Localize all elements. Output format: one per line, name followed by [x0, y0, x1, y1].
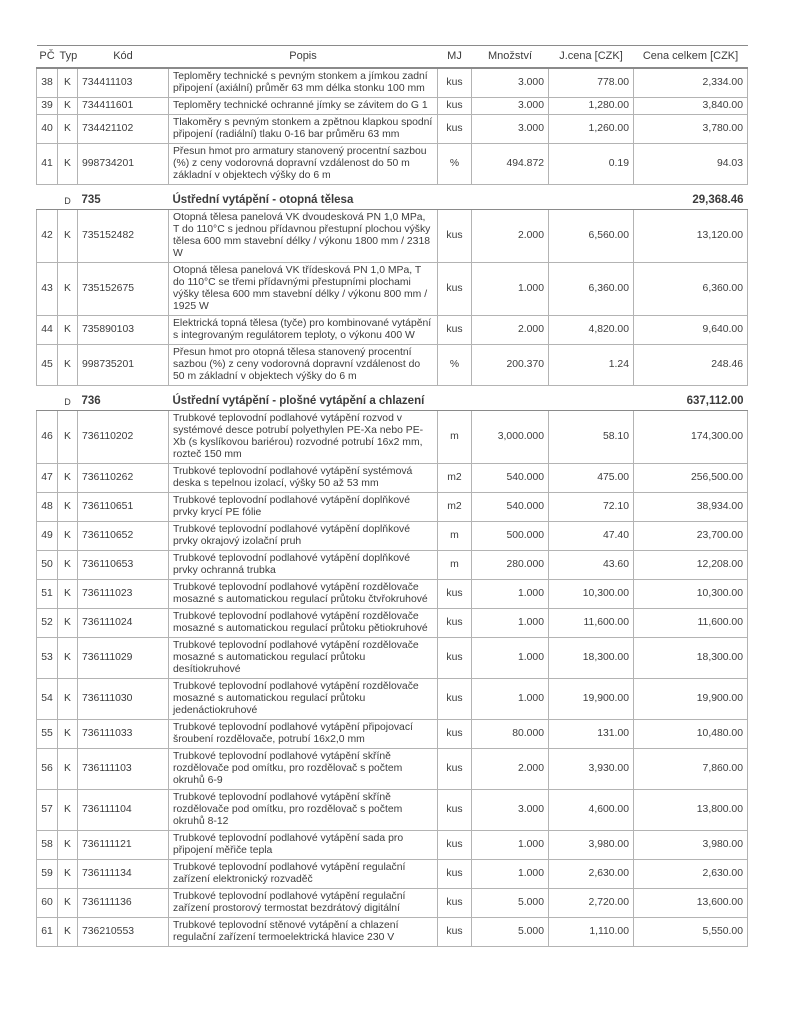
cell-typ: K — [58, 263, 78, 316]
cell-pc: 39 — [37, 98, 58, 115]
section-subtotal-row — [37, 386, 748, 411]
section-cell-blank — [37, 185, 58, 210]
cell-mnozstvi: 2.000 — [472, 210, 549, 263]
cell-celkem: 12,208.00 — [634, 551, 748, 580]
cell-mnozstvi: 280.000 — [472, 551, 549, 580]
cell-mnozstvi: 1.000 — [472, 638, 549, 679]
cell-mj: kus — [438, 679, 472, 720]
cell-mnozstvi: 2.000 — [472, 749, 549, 790]
cell-kod: 736111121 — [78, 831, 169, 860]
cell-mj: kus — [438, 210, 472, 263]
cell-celkem: 248.46 — [634, 345, 748, 386]
cell-mnozstvi: 494.872 — [472, 144, 549, 185]
cell-jcena: 72.10 — [549, 493, 634, 522]
cell-mnozstvi: 2.000 — [472, 316, 549, 345]
cell-kod: 736111030 — [78, 679, 169, 720]
item-row — [37, 580, 748, 609]
cell-jcena: 43.60 — [549, 551, 634, 580]
cell-jcena: 0.19 — [549, 144, 634, 185]
cell-celkem: 7,860.00 — [634, 749, 748, 790]
cell-mnozstvi: 1.000 — [472, 609, 549, 638]
cell-kod: 736110202 — [78, 411, 169, 464]
cell-kod: 736111023 — [78, 580, 169, 609]
item-row — [37, 638, 748, 679]
item-row — [37, 522, 748, 551]
cell-jcena: 19,900.00 — [549, 679, 634, 720]
cell-typ: K — [58, 345, 78, 386]
cell-jcena: 47.40 — [549, 522, 634, 551]
cell-kod: 736110652 — [78, 522, 169, 551]
item-row — [37, 609, 748, 638]
cell-mj: kus — [438, 98, 472, 115]
cell-pc: 47 — [37, 464, 58, 493]
cell-pc: 46 — [37, 411, 58, 464]
cell-kod: 736110651 — [78, 493, 169, 522]
item-row — [37, 411, 748, 464]
cell-jcena: 1,260.00 — [549, 115, 634, 144]
cell-mj: kus — [438, 316, 472, 345]
cell-mj: kus — [438, 790, 472, 831]
cell-typ: K — [58, 720, 78, 749]
item-row — [37, 464, 748, 493]
cell-celkem: 3,980.00 — [634, 831, 748, 860]
cell-popis: Trubkové teplovodní podlahové vytápění doplňkové prvky ochranná trubka — [169, 551, 438, 580]
cell-typ: K — [58, 918, 78, 947]
cell-popis: Přesun hmot pro otopná tělesa stanovený procentní sazbou (%) z ceny vodorovná dopravní vzdálenost do 50 m základní v objektech výšky do 6 m — [169, 345, 438, 386]
cell-typ: K — [58, 210, 78, 263]
section-title: Ústřední vytápění - otopná tělesa — [169, 185, 634, 210]
cell-jcena: 1,280.00 — [549, 98, 634, 115]
cell-jcena: 2,630.00 — [549, 860, 634, 889]
cell-typ: K — [58, 860, 78, 889]
cell-jcena: 3,930.00 — [549, 749, 634, 790]
cell-celkem: 38,934.00 — [634, 493, 748, 522]
cell-celkem: 3,840.00 — [634, 98, 748, 115]
cell-kod: 734411601 — [78, 98, 169, 115]
cell-typ: K — [58, 889, 78, 918]
cell-jcena: 4,600.00 — [549, 790, 634, 831]
col-header-popis: Popis — [169, 46, 438, 69]
cell-typ: K — [58, 790, 78, 831]
item-row — [37, 210, 748, 263]
cell-popis: Tlakoměry s pevným stonkem a zpětnou klapkou spodní připojení (radiální) tlaku 0-16 bar průměru 63 mm — [169, 115, 438, 144]
cell-pc: 59 — [37, 860, 58, 889]
table-body — [37, 68, 748, 947]
cell-celkem: 6,360.00 — [634, 263, 748, 316]
cell-jcena: 6,560.00 — [549, 210, 634, 263]
cell-mj: m2 — [438, 493, 472, 522]
cell-typ: K — [58, 831, 78, 860]
cell-mj: kus — [438, 918, 472, 947]
cell-pc: 53 — [37, 638, 58, 679]
item-row — [37, 493, 748, 522]
cell-jcena: 1,110.00 — [549, 918, 634, 947]
cell-mnozstvi: 80.000 — [472, 720, 549, 749]
cell-mnozstvi: 5.000 — [472, 889, 549, 918]
cell-celkem: 13,120.00 — [634, 210, 748, 263]
col-header-typ: Typ — [58, 46, 78, 69]
cell-typ: K — [58, 144, 78, 185]
cell-mnozstvi: 1.000 — [472, 860, 549, 889]
cell-popis: Teploměry technické ochranné jímky se závitem do G 1 — [169, 98, 438, 115]
cell-kod: 736111104 — [78, 790, 169, 831]
cell-mnozstvi: 1.000 — [472, 679, 549, 720]
cell-celkem: 11,600.00 — [634, 609, 748, 638]
cell-mnozstvi: 200.370 — [472, 345, 549, 386]
cell-mnozstvi: 3.000 — [472, 98, 549, 115]
cell-pc: 51 — [37, 580, 58, 609]
cell-mj: kus — [438, 860, 472, 889]
cell-pc: 55 — [37, 720, 58, 749]
cost-estimate-table — [36, 45, 748, 947]
section-title: Ústřední vytápění - plošné vytápění a chlazení — [169, 386, 634, 411]
table-header-row — [37, 46, 748, 69]
cell-pc: 56 — [37, 749, 58, 790]
cell-jcena: 10,300.00 — [549, 580, 634, 609]
cell-pc: 40 — [37, 115, 58, 144]
cell-popis: Trubkové teplovodní podlahové vytápění sada pro připojení měřiče tepla — [169, 831, 438, 860]
cell-jcena: 18,300.00 — [549, 638, 634, 679]
cell-mj: kus — [438, 580, 472, 609]
cell-kod: 734411103 — [78, 68, 169, 98]
cell-pc: 52 — [37, 609, 58, 638]
cell-mnozstvi: 3,000.000 — [472, 411, 549, 464]
cell-pc: 43 — [37, 263, 58, 316]
section-subtotal-row — [37, 185, 748, 210]
section-type: D — [58, 386, 78, 411]
item-row — [37, 115, 748, 144]
cell-mnozstvi: 3.000 — [472, 790, 549, 831]
item-row — [37, 749, 748, 790]
cell-popis: Trubkové teplovodní podlahové vytápění regulační zařízení elektronický rozvaděč — [169, 860, 438, 889]
cell-kod: 736111136 — [78, 889, 169, 918]
cell-celkem: 13,600.00 — [634, 889, 748, 918]
item-row — [37, 144, 748, 185]
cell-celkem: 5,550.00 — [634, 918, 748, 947]
cell-mj: m — [438, 411, 472, 464]
cell-mj: % — [438, 144, 472, 185]
cell-jcena: 778.00 — [549, 68, 634, 98]
cell-kod: 735890103 — [78, 316, 169, 345]
cell-mnozstvi: 3.000 — [472, 68, 549, 98]
cell-celkem: 2,334.00 — [634, 68, 748, 98]
cell-pc: 57 — [37, 790, 58, 831]
cell-mnozstvi: 5.000 — [472, 918, 549, 947]
cell-kod: 736111134 — [78, 860, 169, 889]
cell-celkem: 94.03 — [634, 144, 748, 185]
cell-popis: Teploměry technické s pevným stonkem a jímkou zadní připojení (axiální) průměr 63 mm délka stonku 100 mm — [169, 68, 438, 98]
cell-mj: kus — [438, 638, 472, 679]
item-row — [37, 345, 748, 386]
cell-pc: 58 — [37, 831, 58, 860]
cell-typ: K — [58, 679, 78, 720]
col-header-mj: MJ — [438, 46, 472, 69]
cell-kod: 998735201 — [78, 345, 169, 386]
item-row — [37, 831, 748, 860]
cell-mnozstvi: 1.000 — [472, 580, 549, 609]
cell-jcena: 11,600.00 — [549, 609, 634, 638]
cell-celkem: 174,300.00 — [634, 411, 748, 464]
cell-typ: K — [58, 638, 78, 679]
cell-celkem: 18,300.00 — [634, 638, 748, 679]
cell-jcena: 58.10 — [549, 411, 634, 464]
cell-mj: kus — [438, 889, 472, 918]
cell-popis: Trubkové teplovodní podlahové vytápění regulační zařízení prostorový termostat bezdrátový digitální — [169, 889, 438, 918]
cell-mj: m — [438, 522, 472, 551]
cell-mj: kus — [438, 115, 472, 144]
cell-celkem: 2,630.00 — [634, 860, 748, 889]
cell-pc: 45 — [37, 345, 58, 386]
item-row — [37, 860, 748, 889]
cell-pc: 49 — [37, 522, 58, 551]
cell-popis: Trubkové teplovodní podlahové vytápění rozvod v systémové desce potrubí polyethylen PE-Xa nebo PE-Xb (s kyslíkovou bariérou) rozvodné potrubí 16x2 mm, rozteč 150 mm — [169, 411, 438, 464]
cell-typ: K — [58, 580, 78, 609]
cell-celkem: 10,300.00 — [634, 580, 748, 609]
cell-kod: 736111033 — [78, 720, 169, 749]
cell-kod: 736111029 — [78, 638, 169, 679]
cell-typ: K — [58, 464, 78, 493]
cell-popis: Trubkové teplovodní stěnové vytápění a chlazení regulační zařízení termoelektrická hlavice 230 V — [169, 918, 438, 947]
section-cell-blank — [37, 386, 58, 411]
cell-pc: 38 — [37, 68, 58, 98]
cell-mj: kus — [438, 609, 472, 638]
cell-typ: K — [58, 493, 78, 522]
cell-mj: m2 — [438, 464, 472, 493]
cell-typ: K — [58, 749, 78, 790]
cell-celkem: 19,900.00 — [634, 679, 748, 720]
cell-celkem: 10,480.00 — [634, 720, 748, 749]
cell-mj: % — [438, 345, 472, 386]
cell-celkem: 256,500.00 — [634, 464, 748, 493]
cell-popis: Trubkové teplovodní podlahové vytápění doplňkové prvky krycí PE fólie — [169, 493, 438, 522]
cell-jcena: 4,820.00 — [549, 316, 634, 345]
cell-jcena: 3,980.00 — [549, 831, 634, 860]
cell-popis: Trubkové teplovodní podlahové vytápění rozdělovače mosazné s automatickou regulací průtoku jedenáctiokruhové — [169, 679, 438, 720]
col-header-pc: PČ — [37, 46, 58, 69]
cell-kod: 736111103 — [78, 749, 169, 790]
cell-celkem: 9,640.00 — [634, 316, 748, 345]
cell-mnozstvi: 1.000 — [472, 263, 549, 316]
cell-jcena: 475.00 — [549, 464, 634, 493]
cell-kod: 736111024 — [78, 609, 169, 638]
cell-mj: kus — [438, 720, 472, 749]
cell-mnozstvi: 3.000 — [472, 115, 549, 144]
item-row — [37, 889, 748, 918]
cell-pc: 61 — [37, 918, 58, 947]
item-row — [37, 316, 748, 345]
col-header-mnozstvi: Množství — [472, 46, 549, 69]
section-type: D — [58, 185, 78, 210]
cell-typ: K — [58, 411, 78, 464]
cell-typ: K — [58, 115, 78, 144]
cell-typ: K — [58, 522, 78, 551]
cell-kod: 998734201 — [78, 144, 169, 185]
cell-pc: 50 — [37, 551, 58, 580]
cell-mnozstvi: 1.000 — [472, 831, 549, 860]
item-row — [37, 720, 748, 749]
cell-pc: 41 — [37, 144, 58, 185]
cell-typ: K — [58, 316, 78, 345]
cell-pc: 42 — [37, 210, 58, 263]
cell-popis: Otopná tělesa panelová VK dvoudesková PN 1,0 MPa, T do 110°C s jednou přídavnou přestupní plochou výšky tělesa 600 mm stavební délky / výkonu 1800 mm / 2318 W — [169, 210, 438, 263]
cell-pc: 54 — [37, 679, 58, 720]
cell-popis: Elektrická topná tělesa (tyče) pro kombinované vytápění s integrovaným regulátorem teploty, o výkonu 400 W — [169, 316, 438, 345]
item-row — [37, 263, 748, 316]
cell-mnozstvi: 540.000 — [472, 493, 549, 522]
cell-popis: Trubkové teplovodní podlahové vytápění systémová deska s tepelnou izolací, výšky 50 až 53 mm — [169, 464, 438, 493]
cell-popis: Trubkové teplovodní podlahové vytápění připojovací šroubení rozdělovače, potrubí 16x2,0 mm — [169, 720, 438, 749]
cell-mj: kus — [438, 831, 472, 860]
section-code: 735 — [78, 185, 169, 210]
item-row — [37, 551, 748, 580]
cell-mj: m — [438, 551, 472, 580]
col-header-cena-celkem: Cena celkem [CZK] — [634, 46, 748, 69]
col-header-kod: Kód — [78, 46, 169, 69]
cell-popis: Trubkové teplovodní podlahové vytápění rozdělovače mosazné s automatickou regulací průtoku pětiokruhové — [169, 609, 438, 638]
cell-popis: Trubkové teplovodní podlahové vytápění rozdělovače mosazné s automatickou regulací průtoku čtvřokruhové — [169, 580, 438, 609]
cell-celkem: 3,780.00 — [634, 115, 748, 144]
cell-mj: kus — [438, 749, 472, 790]
cell-jcena: 2,720.00 — [549, 889, 634, 918]
cell-kod: 736110653 — [78, 551, 169, 580]
cell-typ: K — [58, 68, 78, 98]
cell-kod: 735152482 — [78, 210, 169, 263]
cell-jcena: 131.00 — [549, 720, 634, 749]
cell-kod: 735152675 — [78, 263, 169, 316]
cell-kod: 736210553 — [78, 918, 169, 947]
cell-jcena: 6,360.00 — [549, 263, 634, 316]
cell-typ: K — [58, 98, 78, 115]
cell-mnozstvi: 540.000 — [472, 464, 549, 493]
cell-typ: K — [58, 609, 78, 638]
section-code: 736 — [78, 386, 169, 411]
cell-mnozstvi: 500.000 — [472, 522, 549, 551]
cell-kod: 734421102 — [78, 115, 169, 144]
cell-popis: Trubkové teplovodní podlahové vytápění rozdělovače mosazné s automatickou regulací průtoku desítiokruhové — [169, 638, 438, 679]
cell-celkem: 23,700.00 — [634, 522, 748, 551]
item-row — [37, 98, 748, 115]
col-header-jcena: J.cena [CZK] — [549, 46, 634, 69]
item-row — [37, 68, 748, 98]
cell-mj: kus — [438, 263, 472, 316]
cell-pc: 48 — [37, 493, 58, 522]
cell-pc: 44 — [37, 316, 58, 345]
section-total: 637,112.00 — [634, 386, 748, 411]
cell-typ: K — [58, 551, 78, 580]
cell-popis: Přesun hmot pro armatury stanovený procentní sazbou (%) z ceny vodorovná dopravní vzdálenost do 50 m základní v objektech výšky do 6 m — [169, 144, 438, 185]
cell-celkem: 13,800.00 — [634, 790, 748, 831]
cell-pc: 60 — [37, 889, 58, 918]
cell-kod: 736110262 — [78, 464, 169, 493]
item-row — [37, 790, 748, 831]
cell-popis: Trubkové teplovodní podlahové vytápění skříně rozdělovače pod omítku, pro rozdělovač s počtem okruhů 6-9 — [169, 749, 438, 790]
section-total: 29,368.46 — [634, 185, 748, 210]
cell-mj: kus — [438, 68, 472, 98]
cell-popis: Trubkové teplovodní podlahové vytápění skříně rozdělovače pod omítku, pro rozdělovač s počtem okruhů 8-12 — [169, 790, 438, 831]
item-row — [37, 918, 748, 947]
cell-popis: Trubkové teplovodní podlahové vytápění doplňkové prvky okrajový izolační pruh — [169, 522, 438, 551]
cell-popis: Otopná tělesa panelová VK třídesková PN 1,0 MPa, T do 110°C se třemi přídavnými přestupními plochami výšky tělesa 600 mm stavební délky / výkonu 800 mm / 1925 W — [169, 263, 438, 316]
cell-jcena: 1.24 — [549, 345, 634, 386]
item-row — [37, 679, 748, 720]
